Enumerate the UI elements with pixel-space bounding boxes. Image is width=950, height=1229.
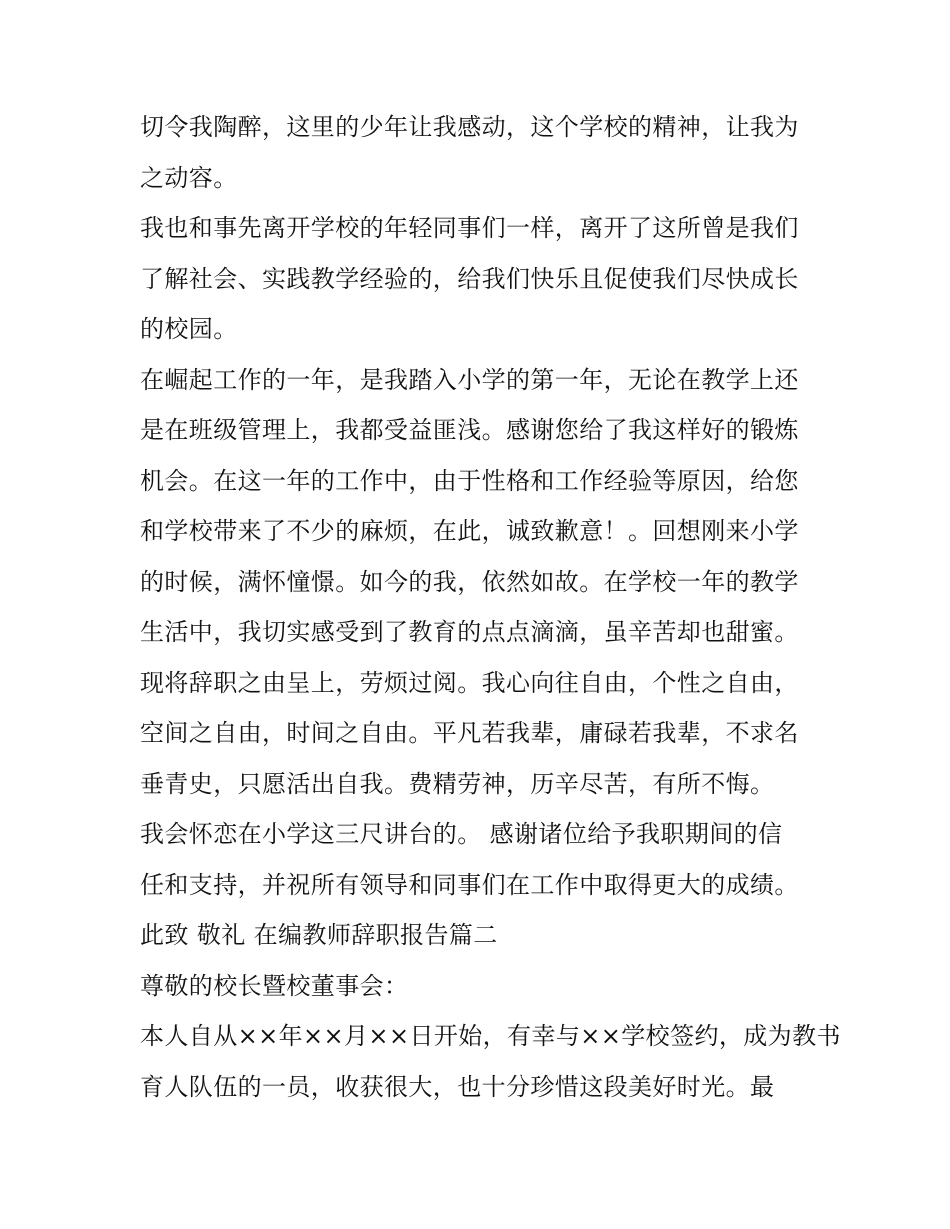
text-line: 育人队伍的一员，收获很大，也十分珍惜这段美好时光。最 — [140, 1072, 775, 1101]
text-line: 我也和事先离开学校的年轻同事们一样，离开了这所曾是我们 — [140, 214, 799, 242]
text-line: 本人自从××年××月××日开始，有幸与××学校签约，成为教书 — [140, 1022, 841, 1050]
text-line: 尊敬的校长暨校董事会： — [140, 971, 409, 1000]
text-line: 生活中，我切实感受到了教育的点点滴滴，虽辛苦却也甜蜜。 — [140, 618, 799, 646]
text-line: 现将辞职之由呈上，劳烦过阅。我心向往自由，个性之自由， — [140, 668, 799, 697]
text-line: 此致 敬礼 在编教师辞职报告篇二 — [140, 921, 498, 949]
text-line: 之动容。 — [140, 163, 238, 192]
text-line: 垂青史，只愿活出自我。费精劳神，历辛尽苦，有所不悔。 — [140, 769, 775, 798]
text-line: 我会怀恋在小学这三尺讲台的。 感谢诸位给予我职期间的信 — [140, 820, 783, 848]
text-line: 在崛起工作的一年，是我踏入小学的第一年，无论在教学上还 — [140, 365, 799, 394]
text-line: 的时候，满怀憧憬。如今的我，依然如故。在学校一年的教学 — [140, 567, 799, 596]
text-line: 是在班级管理上，我都受益匪浅。感谢您给了我这样好的锻炼 — [140, 416, 799, 444]
text-line: 了解社会、实践教学经验的，给我们快乐且促使我们尽快成长 — [140, 264, 799, 293]
text-line: 和学校带来了不少的麻烦，在此，诚致歉意！。回想刚来小学 — [140, 517, 799, 545]
text-line: 机会。在这一年的工作中，由于性格和工作经验等原因，给您 — [140, 466, 799, 495]
text-line: 任和支持，并祝所有领导和同事们在工作中取得更大的成绩。 — [140, 870, 799, 899]
text-line: 切令我陶醉，这里的少年让我感动，这个学校的精神，让我为 — [140, 113, 799, 141]
document-body — [140, 102, 841, 1112]
text-line: 空间之自由，时间之自由。平凡若我辈，庸碌若我辈，不求名 — [140, 719, 799, 747]
text-line: 的校园。 — [140, 315, 238, 343]
